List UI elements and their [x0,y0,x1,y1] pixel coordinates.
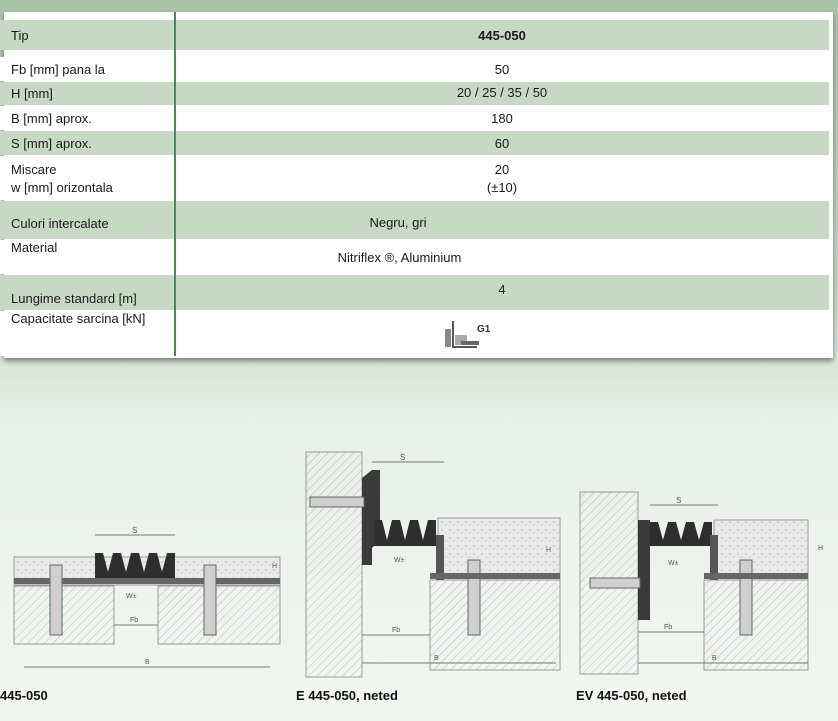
caption-ev-445-050: EV 445-050, neted [576,688,687,703]
row-value: Negru, gri [369,215,427,230]
row-label: Culori intercalate [11,216,109,231]
row-label: Material [11,240,58,255]
row-value: Nitriflex ®, Aluminium [337,250,462,265]
drawing-e-445-050 [306,452,560,677]
dim-s: S [676,496,682,505]
dim-b: B [712,655,717,662]
row-label: H [mm] [11,86,53,101]
dim-w: W± [668,560,679,567]
dim-fb: Fb [130,617,139,624]
dim-h: H [546,547,552,554]
row-value-line1: 20 [494,162,510,177]
row-value-line2: (±10) [486,180,518,195]
dim-s: S [132,526,138,535]
drawing-445-050 [14,526,280,667]
row-value: 20 / 25 / 35 / 50 [456,85,548,100]
dim-h: H [818,545,824,552]
row-value: 4 [498,282,506,297]
drawing-ev-445-050 [580,492,823,674]
caption-e-445-050: E 445-050, neted [296,688,398,703]
row-label: Lungime standard [m] [11,291,137,306]
row-value: 445-050 [478,28,526,43]
dim-w: W± [394,557,405,564]
dim-w: W± [126,593,137,600]
row-label: Tip [11,28,29,43]
dim-s: S [400,453,406,462]
row-value: 50 [494,62,510,77]
dim-fb: Fb [392,627,401,634]
row-label-line1: Miscare [11,162,57,177]
row-label: S [mm] aprox. [11,136,92,151]
load-class-text: G1 [477,324,491,335]
dim-h: H [272,563,278,570]
caption-445-050: 445-050 [0,688,48,703]
dim-b: B [434,655,439,662]
row-label-line2: w [mm] orizontala [11,180,113,195]
row-value: 60 [494,136,510,151]
dim-b: B [145,659,150,666]
row-label: Fb [mm] pana la [11,62,105,77]
row-label: Capacitate sarcina [kN] [11,311,146,326]
dim-fb: Fb [664,624,673,631]
row-value: 180 [491,111,513,126]
row-label: B [mm] aprox. [11,111,92,126]
